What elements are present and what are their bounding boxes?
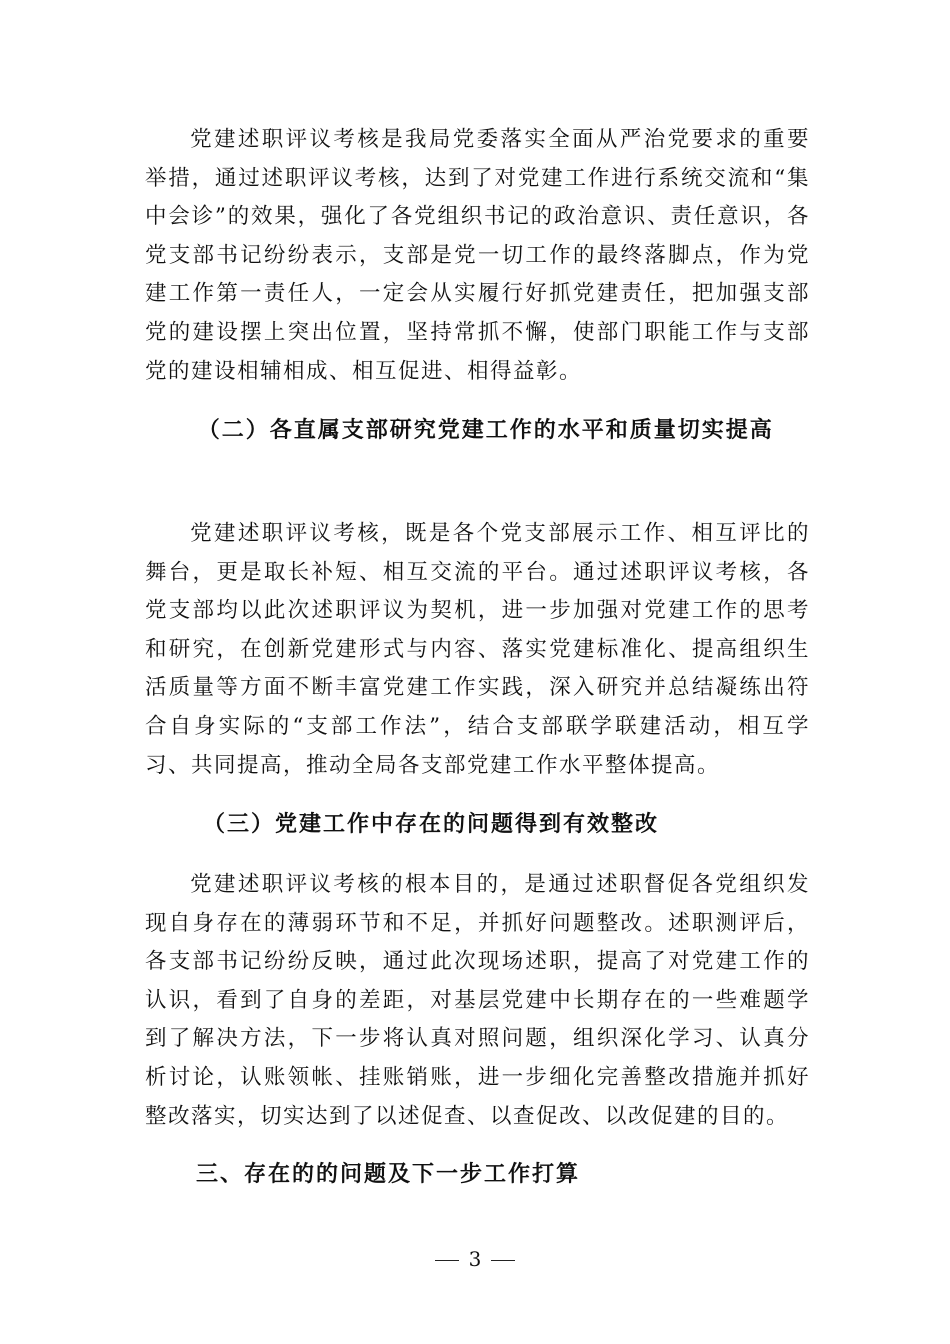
subsection-heading: （三）党建工作中存在的问题得到有效整改 [203,812,660,837]
section-heading: 三、存在的的问题及下一步工作打算 [196,1162,581,1187]
body-paragraph: 党建述职评议考核的根本目的，是通过述职督促各党组织发现自身存在的薄弱环节和不足，并抓好问题整改。述职测评后，各支部书记纷纷反映，通过此次现场述职，提高了对党建工作的认识，看到了自身的差距，对基层党建中长期存在的一些难题学到了解决方法，下一步将认真对照问题，组织深化学习、认真分析讨论，认账领帐、挂账销账，进一步细化完善整改措施并抓好整改落实，切实达到了以述促查、以查促改、以改促建的目的。 [145,872,810,1129]
body-paragraph: 党建述职评议考核是我局党委落实全面从严治党要求的重要举措，通过述职评议考核，达到了对党建工作进行系统交流和“集中会诊”的效果，强化了各党组织书记的政治意识、责任意识，各党支部书记纷纷表示，支部是党一切工作的最终落脚点，作为党建工作第一责任人，一定会从实履行好抓党建责任，把加强支部党的建设摆上突出位置，坚持常抓不懈，使部门职能工作与支部党的建设相辅相成、相互促进、相得益彰。 [145,127,810,384]
page-footer [0,1244,950,1274]
footer-dash-right [491,1260,515,1261]
subsection-heading: （二）各直属支部研究党建工作的水平和质量切实提高 [197,418,774,443]
body-paragraph: 党建述职评议考核，既是各个党支部展示工作、相互评比的舞台，更是取长补短、相互交流的平台。通过述职评议考核，各党支部均以此次述职评议为契机，进一步加强对党建工作的思考和研究，在创新党建形式与内容、落实党建标准化、提高组织生活质量等方面不断丰富党建工作实践，深入研究并总结凝练出符合自身实际的“支部工作法”，结合支部联学联建活动，相互学习、共同提高，推动全局各支部党建工作水平整体提高。 [145,521,810,778]
footer-dash-left [435,1260,459,1261]
page-number: 3 [468,1247,482,1271]
